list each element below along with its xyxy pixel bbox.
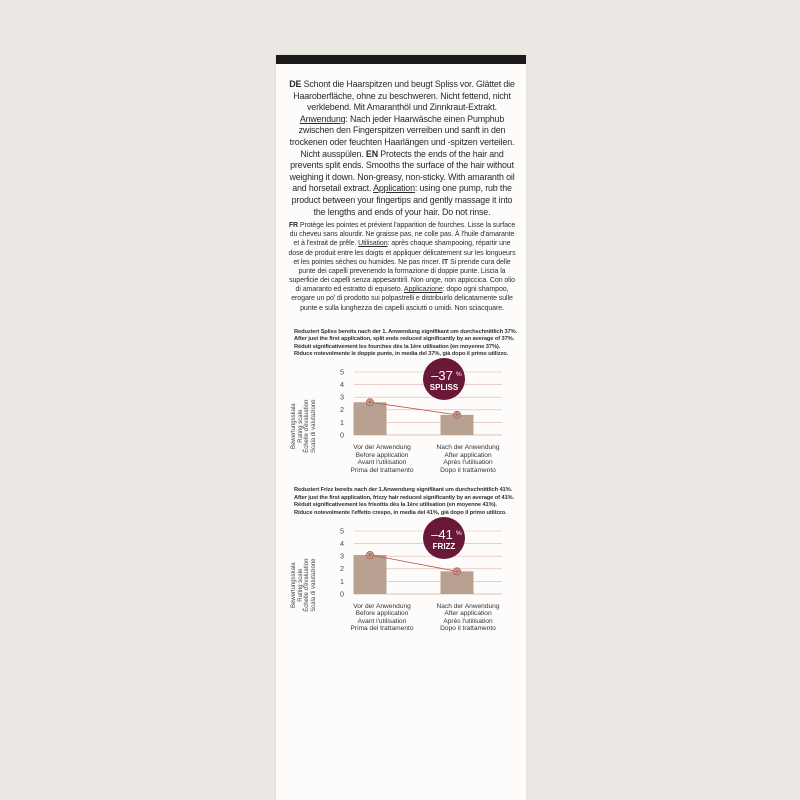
lang-code-en: EN <box>365 148 378 159</box>
usage-label-de: Anwendung <box>299 113 346 124</box>
description-main <box>286 79 518 218</box>
axis-label-fr: Échelle d'évaluation <box>304 399 310 454</box>
category-before <box>342 603 422 633</box>
lang-code-de: DE <box>289 79 302 89</box>
axis-label-de: Bewertungsskala <box>290 562 297 608</box>
y-tick-label: 2 <box>340 564 344 574</box>
text-de: Schont die Haarspitzen und beugt Spliss vor. Glättet die Haaroberfläche, ohne zu beschweren. Nicht fettend, nicht verklebend. Mit Amaranthöl und Zinnkraut-Extrakt. <box>293 79 515 113</box>
text-en: Protects the ends of the hair and prevents split ends. Smooths the surface of the hair without weighing it down. Non-greasy, non-sticky. With amaranth oil and horsetail extract. <box>289 148 515 194</box>
bar <box>354 555 387 594</box>
axis-label-it: Scala di valutazione <box>310 399 317 454</box>
spliss-note-en: After just the first application, split ends reduced significantly by an average of 37%. <box>294 336 515 343</box>
frizz-chart <box>286 524 518 640</box>
axis-label-fr: Échelle d'évaluation <box>304 558 310 612</box>
spliss-note <box>294 329 518 359</box>
cat-after-fr: Après l'utilisation <box>443 459 493 467</box>
cat-before-de: Vor der Anwendung <box>353 444 411 452</box>
cat-before-it: Prima del trattamento <box>350 466 414 474</box>
badge-value: –37 <box>431 368 453 384</box>
usage-fr: : après chaque shampooing, répartir une dose de produit entre les doigts et appliquer délicatement sur les longueurs et les pointes sèches ou humides. Ne pas rincer. <box>288 240 516 266</box>
lang-code-fr: FR <box>288 222 299 230</box>
y-tick-label: 5 <box>340 367 344 377</box>
axis-label-en: Rating scale <box>297 409 304 444</box>
axis-label-it: Scala di valutazione <box>310 558 317 612</box>
frizz-note-en: After just the first application, frizzy hair reduced significantly by an average of 41%. <box>294 494 515 501</box>
usage-label-en: Application <box>373 183 415 194</box>
frizz-note-de: Reduziert Frizz bereits nach der 1.Anwendung signifikant um durchschnittlich 41%. <box>294 487 513 494</box>
box-cap <box>276 55 526 64</box>
cat-after-en: After application <box>444 451 492 459</box>
text-fr: Protège les pointes et prévient l'apparition de fourches. Lisse la surface du cheveu sans alourdir. Ne graisse pas, ne colle pas. À l'huile d'amarante et à l'extrait de prêle. <box>289 222 516 248</box>
cat-after-it: Dopo il trattamento <box>440 625 496 633</box>
category-after <box>428 603 508 633</box>
frizz-note-fr: Réduit significativement les frisottis dès la 1ère utilisation (en moyenne 41%). <box>294 502 497 509</box>
cat-after-en: After application <box>444 610 492 618</box>
cat-after-it: Dopo il trattamento <box>440 466 496 474</box>
cat-after-de: Nach der Anwendung <box>436 602 500 610</box>
y-tick-label: 1 <box>340 418 344 428</box>
category-after <box>428 444 508 474</box>
spliss-chart <box>286 365 518 481</box>
cat-before-it: Prima del trattamento <box>350 625 414 633</box>
cat-after-fr: Après l'utilisation <box>443 617 493 625</box>
badge-label: FRIZZ <box>432 541 456 551</box>
cat-before-en: Before application <box>355 610 409 618</box>
y-tick-label: 3 <box>340 551 344 561</box>
product-box <box>276 55 526 800</box>
text-it: Si prende cura delle punte dei capelli prevenendo la formazione di doppie punte. Liscia la superficie dei capelli senza appesantirli. Non unge, non appiccica. Con olio di amaranto ed estratto di equiseto. <box>289 258 515 294</box>
description-secondary <box>286 221 518 313</box>
usage-it: : dopo ogni shampoo, erogare un po' di prodotto sui polpastrelli e distribuirlo delicatamente sulle punte e sulla lunghezza dei capelli asciutti o umidi. Non sciacquare. <box>291 286 513 312</box>
y-tick-label: 0 <box>340 430 344 440</box>
badge-unit: % <box>456 529 462 537</box>
frizz-note <box>294 487 518 517</box>
spliss-chart-svg <box>286 365 518 445</box>
bar <box>354 403 387 436</box>
badge-unit: % <box>456 371 462 379</box>
spliss-note-fr: Réduit significativement les fourches dès la 1ère utilisation (en moyenne 37%). <box>294 343 501 350</box>
usage-label-fr: Utilisation <box>358 240 388 248</box>
cat-before-de: Vor der Anwendung <box>353 602 411 610</box>
cat-before-fr: Avant l'utilisation <box>357 617 407 625</box>
badge-label: SPLISS <box>429 383 459 393</box>
badge-value: –41 <box>431 526 453 542</box>
cat-before-fr: Avant l'utilisation <box>357 459 407 467</box>
spliss-note-it: Riduce notevolmente le doppie punte, in media del 37%, già dopo il primo utilizzo. <box>294 350 509 357</box>
y-tick-label: 5 <box>340 526 344 536</box>
y-tick-label: 4 <box>340 538 344 548</box>
y-tick-label: 4 <box>340 380 344 390</box>
usage-en: : using one pump, rub the product between your fingertips and gently massage it into the lengths and ends of your hair. Do not rinse. <box>291 183 513 217</box>
axis-label-de: Bewertungsskala <box>290 403 297 450</box>
box-content <box>286 79 518 640</box>
y-tick-label: 1 <box>340 576 344 586</box>
cat-after-de: Nach der Anwendung <box>436 444 500 452</box>
spliss-note-de: Reduziert Spliss bereits nach der 1. Anwendung signifikant um durchschnittlich 37%. <box>294 328 518 335</box>
frizz-chart-svg <box>286 524 518 604</box>
usage-label-it: Applicazione <box>403 286 443 294</box>
y-tick-label: 0 <box>340 589 344 599</box>
axis-label-en: Rating scale <box>297 568 304 602</box>
category-before <box>342 444 422 474</box>
frizz-note-it: Riduce notevolmente l'effetto crespo, in media del 41%, già dopo il primo utilizzo. <box>294 509 507 516</box>
usage-de: : Nach jeder Haarwäsche einen Pumphub zwischen den Fingerspitzen verreiben und sanft in den trockenen oder feuchten Haarlängen und -spitzen verteilen. Nicht ausspülen. <box>289 113 515 159</box>
y-tick-label: 3 <box>340 392 344 402</box>
y-tick-label: 2 <box>340 405 344 415</box>
cat-before-en: Before application <box>355 451 409 459</box>
lang-code-it: IT <box>442 258 449 266</box>
